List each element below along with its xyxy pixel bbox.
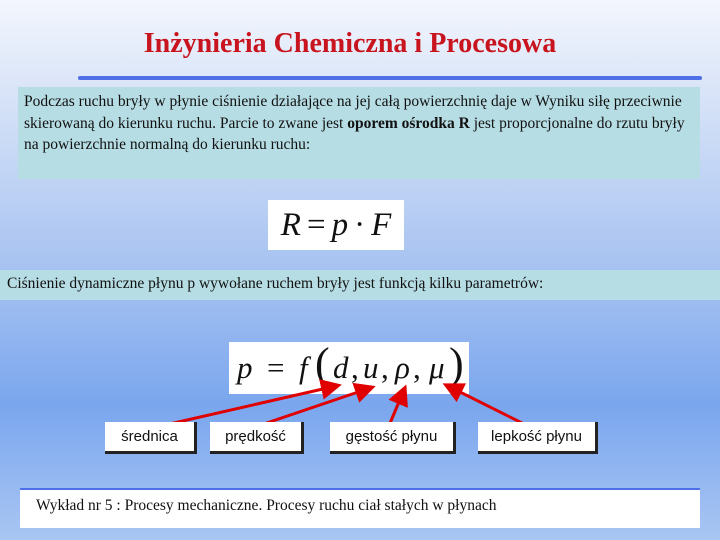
formula2-p: p (237, 350, 253, 385)
formula2-open-paren: ( (315, 339, 330, 388)
intro-text-end: jest proporcjonalne do rzutu bryły na powierzchnie normalną do kierunku ruchu: (24, 114, 685, 153)
formula2-comma-1: , (351, 350, 359, 385)
formula2-rho: ρ (395, 350, 410, 385)
formula2-close-paren: ) (449, 339, 464, 388)
formula1-p: p (331, 206, 349, 243)
formula1-dot: · (354, 206, 366, 243)
formula2-comma-2: , (381, 350, 389, 385)
param-viscosity-label: lepkość płynu (491, 428, 582, 445)
pressure-textbox: Ciśnienie dynamiczne płynu p wywołane ruchem bryły jest funkcją kilku parametrów: (0, 270, 720, 300)
param-density-label: gęstość płynu (345, 428, 438, 445)
footer-text: Wykład nr 5 : Procesy mechaniczne. Procesy ruchu ciał stałych w płynach (20, 490, 700, 528)
param-diameter-box (105, 422, 197, 454)
param-viscosity-box (478, 422, 598, 454)
formula2-equals: = (267, 350, 285, 385)
formula2-comma-3: , (413, 350, 421, 385)
param-velocity-label: prędkość (225, 428, 286, 445)
formula2-mu: μ (429, 350, 445, 385)
intro-bold-term: oporem ośrodka R (347, 114, 470, 132)
formula1-f: F (371, 206, 392, 243)
formula1-r: R (280, 206, 301, 243)
formula2-f: f (299, 350, 308, 385)
intro-text-start: Podczas ruchu bryły w płynie ciśnienie działające na jej całą powierzchnię daje w Wyniku siłę przeciwnie skierowaną do kierunku ruchu. Parcie to zwane jest (24, 93, 682, 132)
formula1-equals: = (306, 206, 326, 243)
param-density-box (330, 422, 456, 454)
param-velocity-box (210, 422, 304, 454)
formula2-d: d (333, 350, 349, 385)
param-diameter-label: średnica (121, 428, 178, 445)
slide-title: Inżynieria Chemiczna i Procesowa (143, 28, 557, 59)
formula2-u: u (363, 350, 379, 385)
